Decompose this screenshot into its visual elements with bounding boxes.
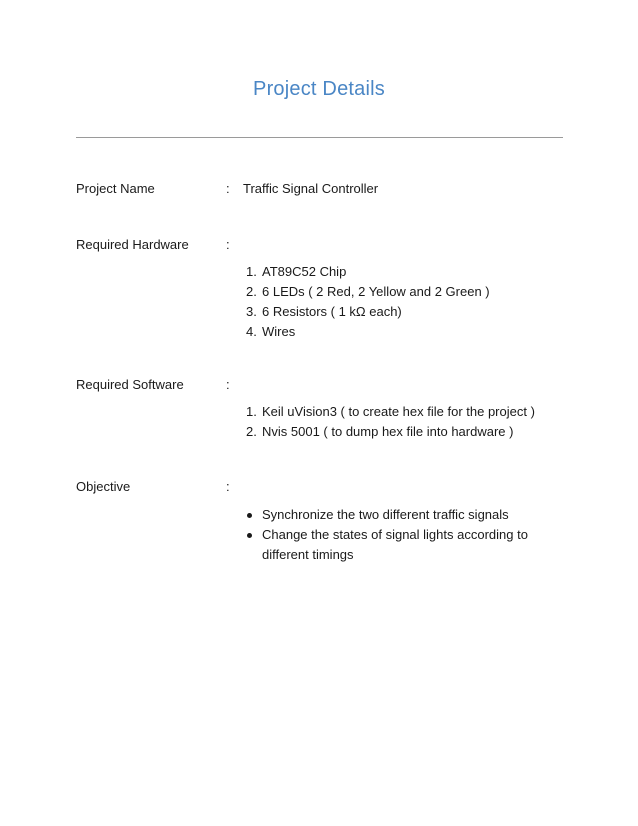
software-colon: : bbox=[226, 377, 230, 392]
hardware-list-item bbox=[243, 302, 573, 322]
list-number: 1. bbox=[246, 264, 257, 279]
software-list-item bbox=[243, 422, 573, 442]
page-title: Project Details bbox=[253, 78, 385, 100]
list-number: 4. bbox=[246, 324, 257, 339]
list-number: 1. bbox=[246, 404, 257, 419]
list-number: 2. bbox=[246, 284, 257, 299]
software-list-item bbox=[243, 402, 573, 422]
hardware-colon: : bbox=[226, 237, 230, 252]
software-label: Required Software bbox=[76, 377, 184, 392]
list-item-text: Change the states of signal lights according to different timings bbox=[262, 527, 528, 562]
bullet-icon bbox=[247, 513, 252, 518]
list-number: 3. bbox=[246, 304, 257, 319]
list-item-text: AT89C52 Chip bbox=[262, 264, 347, 279]
hardware-label: Required Hardware bbox=[76, 237, 189, 252]
list-item-text: Keil uVision3 ( to create hex file for the project ) bbox=[262, 404, 535, 419]
objective-list-item bbox=[243, 505, 573, 525]
objective-label: Objective bbox=[76, 479, 131, 494]
project-name-label: Project Name bbox=[76, 181, 155, 196]
list-item-text: 6 LEDs ( 2 Red, 2 Yellow and 2 Green ) bbox=[262, 284, 490, 299]
list-item-text: Wires bbox=[262, 324, 296, 339]
project-name-value: Traffic Signal Controller bbox=[243, 181, 379, 196]
list-item-text: 6 Resistors ( 1 kΩ each) bbox=[262, 304, 402, 319]
hardware-list-item bbox=[243, 322, 573, 342]
list-item-text: Synchronize the two different traffic signals bbox=[262, 507, 509, 522]
objective-list bbox=[243, 505, 573, 565]
software-list bbox=[243, 402, 573, 442]
objective-list-item bbox=[243, 525, 573, 565]
project-name-colon: : bbox=[226, 181, 230, 196]
hardware-list bbox=[243, 262, 573, 342]
bullet-icon bbox=[247, 533, 252, 538]
title-divider bbox=[76, 137, 563, 138]
hardware-list-item bbox=[243, 282, 573, 302]
list-item-text: Nvis 5001 ( to dump hex file into hardware ) bbox=[262, 424, 514, 439]
list-number: 2. bbox=[246, 424, 257, 439]
hardware-list-item bbox=[243, 262, 573, 282]
objective-colon: : bbox=[226, 479, 230, 494]
